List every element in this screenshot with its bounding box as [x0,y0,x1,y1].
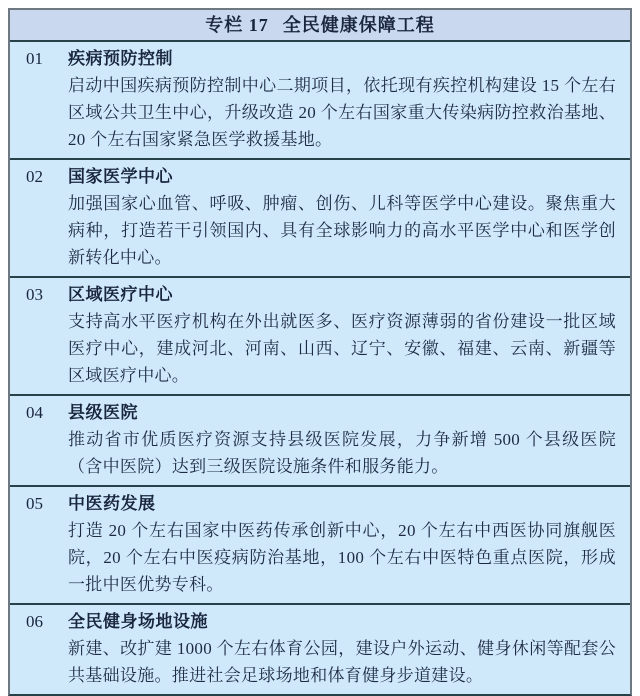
item-row-national-medical-centers [10,158,630,276]
item-body: 启动中国疾病预防控制中心二期项目，依托现有疾控机构建设 15 个左右区域公共卫生中心，升级改造 20 个左右国家重大传染病防控救治基地、20 个左右国家紧急医学救援基地。 [68,76,616,149]
panel-title-prefix: 专栏 17 [205,15,269,35]
item-row-regional-medical-centers [10,276,630,394]
item-content [68,608,616,689]
item-body: 支持高水平医疗机构在外出就医多、医疗资源薄弱的省份建设一批区域医疗中心，建成河北、河南、山西、辽宁、安徽、福建、云南、新疆等区域医疗中心。 [68,312,616,385]
item-body: 打造 20 个左右国家中医药传承创新中心，20 个左右中西医协同旗舰医院，20 个左右中医疫病防治基地，100 个左右中医特色重点医院，形成一批中医优势专科。 [68,521,616,594]
item-number: 05 [26,494,43,513]
item-title: 中医药发展 [68,494,156,513]
item-title: 疾病预防控制 [68,49,173,68]
item-row-tcm-development [10,485,630,603]
item-content [68,45,616,153]
panel-title [10,10,630,42]
item-body: 推动省市优质医疗资源支持县级医院发展，力争新增 500 个县级医院（含中医院）达到三级医院设施条件和服务能力。 [68,430,616,476]
item-body: 加强国家心血管、呼吸、肿瘤、创伤、儿科等医学中心建设。聚焦重大病种，打造若干引领国内、具有全球影响力的高水平医学中心和医学创新转化中心。 [68,194,616,267]
item-content [68,163,616,271]
item-title: 县级医院 [68,403,138,422]
item-number: 03 [26,285,43,304]
item-number: 06 [26,612,43,631]
item-number: 01 [26,49,43,68]
item-row-fitness-facilities [10,603,630,694]
item-title: 区域医疗中心 [68,285,173,304]
panel-title-main: 全民健康保障工程 [282,15,435,35]
item-title: 全民健身场地设施 [68,612,208,631]
item-content [68,281,616,389]
health-program-panel [8,8,632,696]
item-content [68,399,616,480]
item-content [68,490,616,598]
item-body: 新建、改扩建 1000 个左右体育公园，建设户外运动、健身休闲等配套公共基础设施。推进社会足球场地和体育健身步道建设。 [68,639,616,685]
item-number: 04 [26,403,43,422]
item-title: 国家医学中心 [68,167,173,186]
item-row-county-hospitals [10,394,630,485]
item-row-disease-control [10,42,630,158]
item-number: 02 [26,167,43,186]
